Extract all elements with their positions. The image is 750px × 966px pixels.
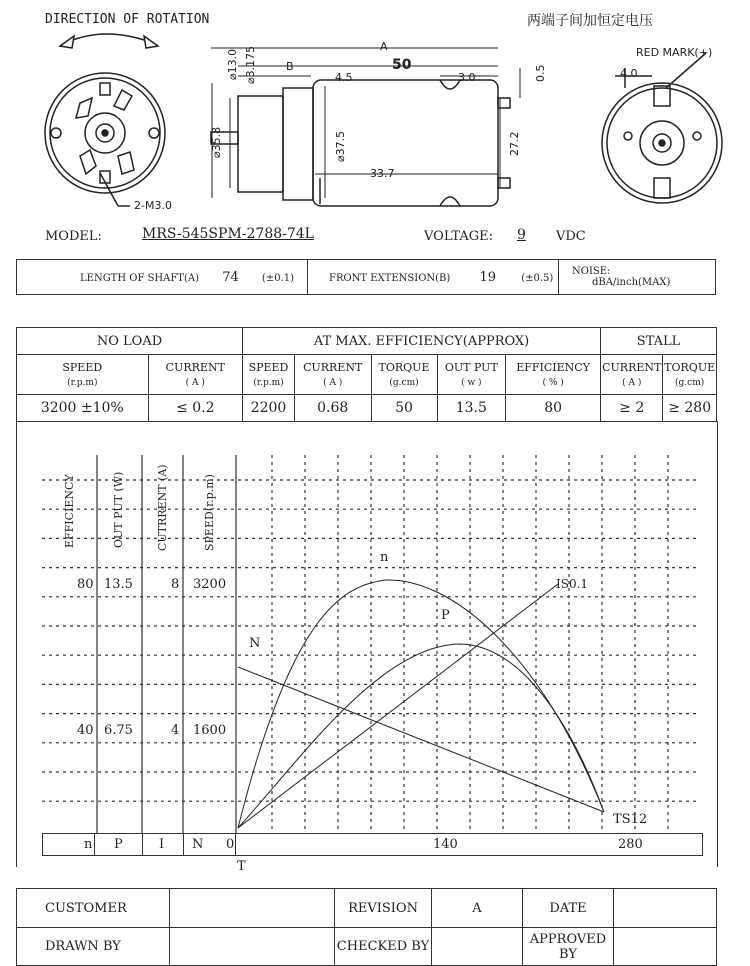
footer-table	[16, 888, 717, 966]
perf-col-value: 13.5	[437, 395, 506, 422]
bottom-N: N	[192, 837, 204, 852]
dim-3175: ⌀3.175	[244, 45, 257, 84]
dim-b: B	[286, 60, 294, 73]
perf-col-value: 2200	[243, 395, 295, 422]
chart-curves	[238, 580, 604, 828]
curve-label-n: n	[380, 550, 389, 565]
perf-col-value: ≤ 0.2	[148, 395, 242, 422]
perf-col-value: 3200 ±10%	[17, 395, 149, 422]
customer-label: CUSTOMER	[17, 889, 170, 928]
dim-37-5: ⌀37.5	[334, 130, 347, 162]
perf-col-unit: (r.p.m)	[253, 378, 284, 388]
checked-by-value	[432, 928, 523, 966]
noise-unit: dBA/inch(MAX)	[592, 277, 671, 288]
perf-col-value: ≥ 2	[601, 395, 663, 422]
front-value: 19	[479, 269, 497, 285]
stall-header: STALL	[601, 328, 717, 355]
axis-header-speed: SPEED(r.p.m)	[203, 474, 216, 551]
dim-4-0: 4.0	[620, 67, 638, 80]
dim-33-7: 33.7	[370, 167, 395, 180]
perf-col-value: 50	[371, 395, 437, 422]
bottom-p: P	[114, 837, 123, 852]
model-value: MRS-545SPM-2788-74L	[142, 226, 314, 242]
perf-col-unit: (g.cm)	[675, 378, 705, 388]
max-eff-header: AT MAX. EFFICIENCY(APPROX)	[243, 328, 601, 355]
dim-3-0: 3.0	[458, 71, 476, 84]
perf-col-value: ≥ 280	[663, 395, 717, 422]
customer-value	[170, 889, 335, 928]
voltage-value: 9	[517, 227, 526, 243]
x-tick-0: 0	[226, 837, 235, 852]
revision-value: A	[432, 889, 523, 928]
voltage-unit: VDC	[556, 229, 586, 244]
bottom-n: n	[84, 837, 93, 852]
dim-0-5: 0.5	[534, 64, 547, 82]
perf-col-name: SPEED	[62, 361, 103, 374]
row40-out: 6.75	[104, 723, 133, 738]
x-tick-140: 140	[433, 837, 458, 852]
row80-speed: 3200	[193, 577, 227, 592]
date-label: DATE	[523, 889, 614, 928]
perf-col-unit: ( A )	[622, 378, 642, 388]
perf-col-name: EFFICIENCY	[516, 361, 590, 374]
front-tol: (±0.5)	[521, 272, 554, 284]
row40-eff: 40	[77, 723, 94, 738]
perf-col-unit: ( % )	[542, 378, 564, 388]
checked-by-label: CHECKED BY	[335, 928, 432, 966]
perf-col-unit: (g.cm)	[389, 378, 419, 388]
drawn-by-label: DRAWN BY	[17, 928, 170, 966]
no-load-header: NO LOAD	[17, 328, 243, 355]
curve-label-is: IS0.1	[556, 577, 589, 591]
model-label: MODEL:	[45, 229, 102, 244]
curve-label-p: P	[441, 608, 450, 623]
noise-label: NOISE:	[572, 266, 611, 277]
axis-header-efficiency: EFFICIENCY	[63, 474, 76, 548]
perf-col-name: TORQUE	[664, 361, 716, 374]
dim-a: A	[380, 40, 388, 53]
dim-50: 50	[392, 57, 412, 73]
dim-35-8: ⌀35.8	[210, 126, 223, 158]
axis-header-output: OUT PUT (W)	[112, 471, 125, 548]
row40-cur: 4	[171, 723, 180, 738]
approved-by-label: APPROVED BY	[523, 928, 614, 966]
x-tick-280: 280	[618, 837, 643, 852]
chart-grid	[42, 455, 700, 833]
row40-speed: 1600	[193, 723, 227, 738]
cn-label: 两端子间加恒定电压	[527, 13, 653, 29]
curve-label-N: N	[249, 636, 261, 651]
shaft-tol: (±0.1)	[261, 272, 295, 284]
voltage-label: VOLTAGE:	[424, 229, 493, 244]
perf-col-name: TORQUE	[378, 361, 430, 374]
output-curve-P	[238, 644, 604, 828]
dim-13: ⌀13.0	[226, 48, 239, 80]
row80-out: 13.5	[104, 577, 133, 592]
perf-col-unit: ( A )	[185, 378, 205, 388]
perf-col-name: CURRENT	[602, 361, 662, 374]
dim-27-2: 27.2	[508, 131, 521, 156]
row80-eff: 80	[77, 577, 94, 592]
perf-col-name: CURRENT	[303, 361, 363, 374]
front-label: FRONT EXTENSION(B)	[329, 272, 451, 284]
perf-col-value: 80	[506, 395, 601, 422]
dim-m3: 2-M3.0	[134, 199, 172, 212]
approved-by-value	[614, 928, 717, 966]
red-mark-label: RED MARK(+)	[636, 46, 713, 59]
perf-col-unit: ( A )	[323, 378, 343, 388]
perf-col-value: 0.68	[294, 395, 371, 422]
perf-col-unit: (r.p.m)	[67, 378, 98, 388]
dim-4-5: 4.5	[335, 71, 353, 84]
direction-label: DIRECTION OF ROTATION	[45, 12, 210, 27]
perf-col-name: CURRENT	[165, 361, 225, 374]
curve-label-ts: TS12	[613, 812, 648, 827]
drawn-by-value	[170, 928, 335, 966]
x-axis-label-t: T	[237, 859, 246, 874]
date-value	[614, 889, 717, 928]
perf-col-unit: ( w )	[461, 378, 482, 388]
perf-col-name: OUT PUT	[444, 361, 498, 374]
revision-label: REVISION	[335, 889, 432, 928]
axis-header-current: CUTRRENT (A)	[156, 464, 169, 551]
current-curve-I	[238, 584, 558, 828]
row80-cur: 8	[171, 577, 180, 592]
bottom-i: I	[159, 837, 165, 852]
shaft-value: 74	[222, 269, 239, 285]
perf-col-name: SPEED	[248, 361, 289, 374]
shaft-label: LENGTH OF SHAFT(A)	[80, 272, 199, 284]
